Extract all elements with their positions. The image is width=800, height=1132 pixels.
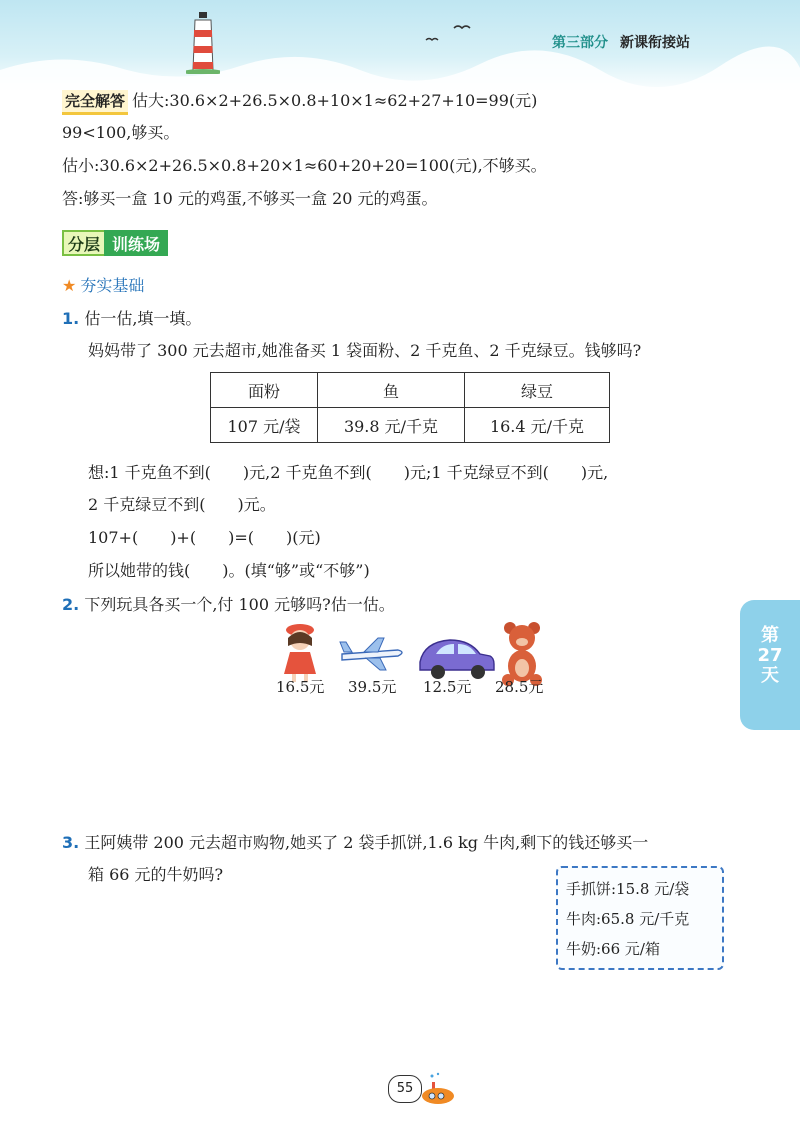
section-label: 第三部分 xyxy=(552,35,608,51)
q2-title: 2. 下列玩具各买一个,付 100 元够吗?估一估。 xyxy=(62,595,395,614)
q1-prompt: 妈妈带了 300 元去超市,她准备买 1 袋面粉、2 千克鱼、2 千克绿豆。钱够吗? xyxy=(88,341,642,360)
q1-calc: 107+( )+( )=( )(元) xyxy=(88,528,321,547)
price-table xyxy=(210,372,610,443)
toy-price-airplane: 39.5元 xyxy=(348,678,397,696)
toy-price-doll: 16.5元 xyxy=(276,678,325,696)
table-cell: 107 元/袋 xyxy=(211,408,318,443)
answer-tag: 完全解答 xyxy=(62,90,128,115)
airplane-icon xyxy=(340,638,402,670)
note-line: 手抓饼:15.8 元/袋 xyxy=(566,880,690,898)
submarine-icon xyxy=(416,1072,456,1108)
q3-line-2: 箱 66 元的牛奶吗? xyxy=(88,865,224,884)
answer-line-2: 99<100,够买。 xyxy=(62,123,180,142)
toy-price-car: 12.5元 xyxy=(423,678,472,696)
header-banner xyxy=(0,0,800,95)
car-icon xyxy=(420,640,494,679)
page-number: 55 xyxy=(388,1075,422,1103)
q1-think-line-2: 2 千克绿豆不到( )元。 xyxy=(88,495,276,514)
lighthouse-icon xyxy=(186,10,220,74)
q3-line-1: 3. 王阿姨带 200 元去超市购物,她买了 2 袋手抓饼,1.6 kg 牛肉,剩下的钱还够买一 xyxy=(62,833,649,852)
star-icon: ★ xyxy=(62,276,77,295)
q1-conclusion: 所以她带的钱( )。(填“够”或“不够”) xyxy=(88,561,370,580)
answer-line-1: 完全解答 估大:30.6×2+26.5×0.8+10×1≈62+27+10=99(元) xyxy=(62,90,537,115)
day-side-tab: 第 27 天 xyxy=(740,600,800,730)
q2-number: 2. xyxy=(62,595,80,614)
table-cell: 16.4 元/千克 xyxy=(465,408,610,443)
table-row xyxy=(211,373,610,408)
section-name: 新课衔接站 xyxy=(620,35,690,51)
table-header-cell: 面粉 xyxy=(211,373,318,408)
q3-number: 3. xyxy=(62,833,80,852)
q1-title: 1. 估一估,填一填。 xyxy=(62,309,202,328)
training-badge: 分层 训练场 xyxy=(62,230,168,256)
note-line: 牛肉:65.8 元/千克 xyxy=(566,910,690,928)
table-row xyxy=(211,408,610,443)
toy-price-bear: 28.5元 xyxy=(495,678,544,696)
birds-icon xyxy=(424,22,474,46)
answer-line-4: 答:够买一盒 10 元的鸡蛋,不够买一盒 20 元的鸡蛋。 xyxy=(62,189,438,208)
table-cell: 39.8 元/千克 xyxy=(318,408,465,443)
table-header-cell: 绿豆 xyxy=(465,373,610,408)
table-header-cell: 鱼 xyxy=(318,373,465,408)
subhead-basics: ★ 夯实基础 xyxy=(62,276,145,295)
doll-icon xyxy=(284,624,316,682)
answer-line-3: 估小:30.6×2+26.5×0.8+20×1≈60+20+20=100(元),不够买。 xyxy=(62,156,547,175)
q1-number: 1. xyxy=(62,309,80,328)
q1-think-line-1: 想:1 千克鱼不到( )元,2 千克鱼不到( )元;1 千克绿豆不到( )元, xyxy=(88,463,609,482)
note-line: 牛奶:66 元/箱 xyxy=(566,940,660,958)
price-note-box xyxy=(556,866,724,970)
